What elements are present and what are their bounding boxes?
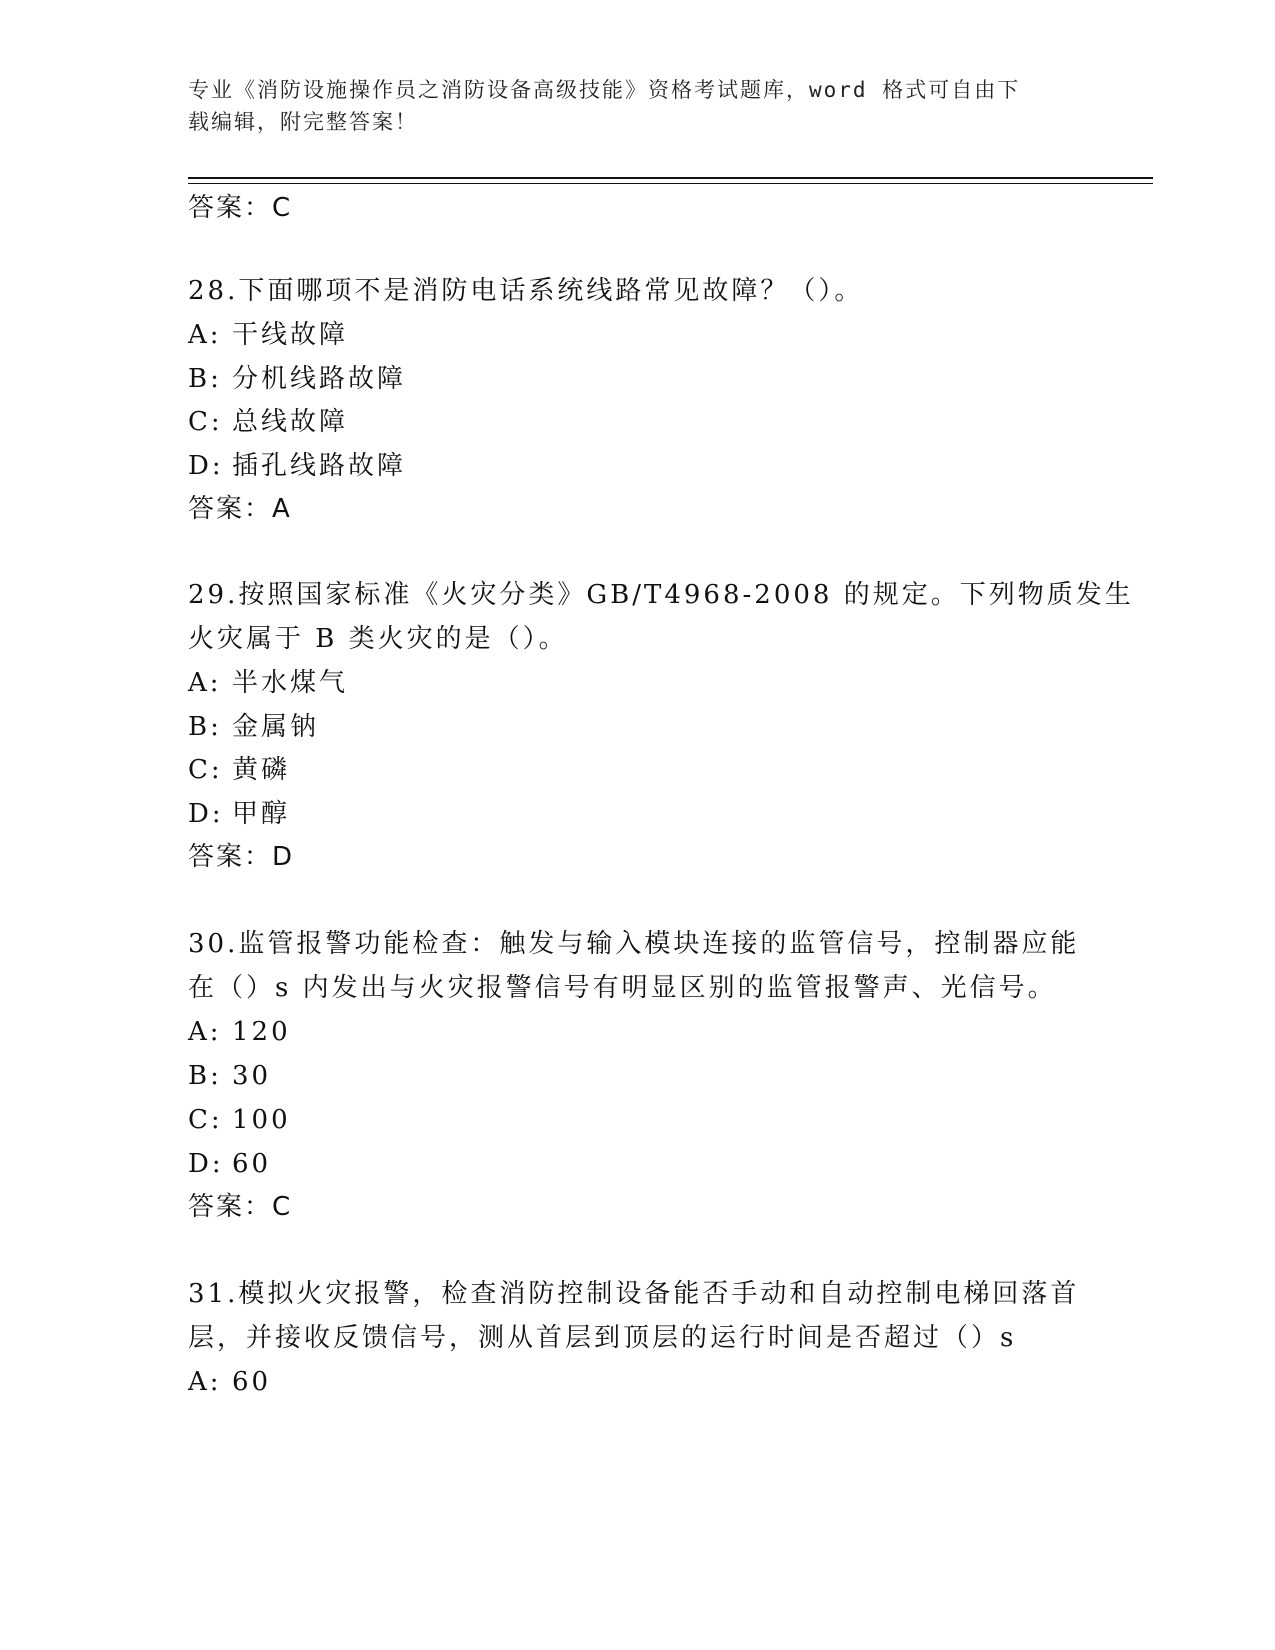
document-header [188, 74, 1068, 138]
option-text: 半水煤气 [232, 668, 349, 698]
option-b [188, 1061, 271, 1091]
option-label: C: [188, 1105, 223, 1135]
answer: 答案：C [188, 1192, 293, 1222]
option-text: 金属钠 [232, 712, 320, 742]
option-text: 30 [232, 1061, 272, 1091]
question-stem-line-2: 在（）s 内发出与火灾报警信号有明显区别的监管报警声、光信号。 [188, 973, 1057, 1003]
option-text: 60 [232, 1367, 272, 1397]
option-c [188, 755, 290, 785]
option-a [188, 1017, 291, 1047]
option-label: D: [188, 1149, 224, 1179]
option-text: 黄磷 [232, 755, 291, 785]
answer: 答案：D [188, 842, 295, 872]
header-line-2: 载编辑，附完整答案！ [188, 110, 418, 134]
option-label: B: [188, 364, 222, 394]
option-a [188, 320, 348, 350]
option-text: 100 [232, 1105, 291, 1135]
option-text: 总线故障 [232, 407, 349, 437]
header-line-1: 专业《消防设施操作员之消防设备高级技能》资格考试题库，word 格式可自由下 [188, 78, 1021, 102]
option-label: C: [188, 407, 223, 437]
option-text: 120 [232, 1017, 291, 1047]
option-text: 插孔线路故障 [232, 451, 407, 481]
option-b [188, 712, 319, 742]
option-d [188, 1149, 271, 1179]
answer: 答案：A [188, 494, 292, 524]
question-stem-line-1: 30.监管报警功能检查：触发与输入模块连接的监管信号，控制器应能 [188, 929, 1080, 959]
option-c [188, 407, 348, 437]
option-label: D: [188, 451, 224, 481]
header-divider-thick [188, 177, 1153, 179]
option-label: A: [188, 1017, 222, 1047]
option-text: 干线故障 [232, 320, 349, 350]
question-stem-line-2: 火灾属于 B 类火灾的是（）。 [188, 624, 568, 654]
option-label: A: [188, 1367, 222, 1397]
option-label: B: [188, 1061, 222, 1091]
option-a [188, 668, 348, 698]
question-stem-line-2: 层，并接收反馈信号，测从首层到顶层的运行时间是否超过（）s [188, 1323, 1017, 1353]
question-stem-line-1: 29.按照国家标准《火灾分类》GB/T4968-2008 的规定。下列物质发生 [188, 580, 1134, 610]
option-c [188, 1105, 291, 1135]
option-text: 甲醇 [232, 799, 291, 829]
option-label: C: [188, 755, 223, 785]
question-stem: 28.下面哪项不是消防电话系统线路常见故障？（）。 [188, 276, 864, 306]
option-label: D: [188, 799, 224, 829]
header-divider-thin [188, 183, 1153, 184]
option-label: A: [188, 320, 222, 350]
option-a [188, 1367, 271, 1397]
option-text: 60 [232, 1149, 272, 1179]
answer-previous: 答案：C [188, 193, 293, 223]
option-d [188, 451, 406, 481]
option-label: B: [188, 712, 222, 742]
option-d [188, 799, 290, 829]
option-b [188, 364, 406, 394]
option-text: 分机线路故障 [232, 364, 407, 394]
option-label: A: [188, 668, 222, 698]
question-stem-line-1: 31.模拟火灾报警，检查消防控制设备能否手动和自动控制电梯回落首 [188, 1279, 1080, 1309]
